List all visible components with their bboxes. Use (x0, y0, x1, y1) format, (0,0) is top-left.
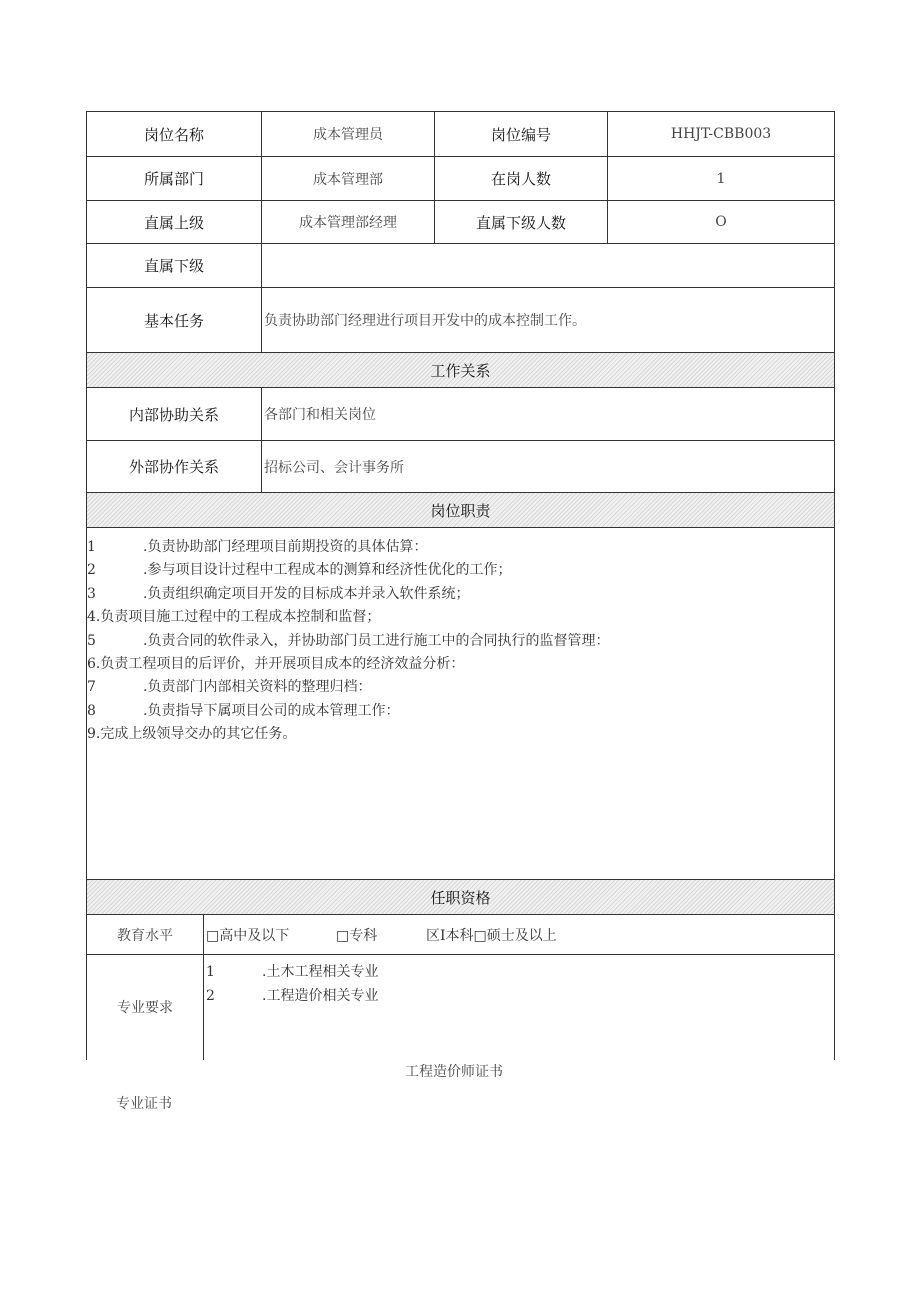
department-label: 所属部门 (87, 157, 262, 201)
basic-task-value: 负责协助部门经理进行项目开发中的成本控制工作。 (262, 288, 835, 353)
position-name-label: 岗位名称 (87, 112, 262, 157)
duty-item: 3 .负责组织确定项目开发的目标成本并录入软件系统； (87, 585, 470, 602)
duties-header: 岗位职责 (87, 493, 835, 528)
duty-item: 7 .负责部门内部相关资料的整理归档： (87, 679, 372, 696)
certificate-value: 工程造价师证书 (405, 1064, 503, 1080)
external-relation-label: 外部协作关系 (87, 441, 262, 493)
duty-item: 1 .负责协助部门经理项目前期投资的具体估算： (87, 539, 428, 555)
internal-relation-value: 各部门和相关岗位 (262, 388, 835, 441)
major-label: 专业要求 (87, 955, 204, 1060)
work-relations-header: 工作关系 (87, 353, 835, 388)
duty-item: 9.完成上级领导交办的其它任务。 (87, 726, 297, 743)
superior-label: 直属上级 (87, 201, 262, 244)
education-label: 教育水平 (87, 915, 204, 955)
major-item: 1 .土木工程相关专业 (206, 964, 379, 980)
staff-count-value: 1 (608, 157, 835, 201)
duty-item: 8 .负责指导下属项目公司的成本管理工作： (87, 702, 400, 719)
education-option-bachelor-master: 区I本科□硕士及以上 (426, 927, 557, 944)
position-code-label: 岗位编号 (435, 112, 608, 157)
education-option-college: □专科 (336, 927, 378, 944)
subordinate-value (262, 244, 835, 288)
duty-item: 2 .参与项目设计过程中工程成本的测算和经济性优化的工作； (87, 562, 512, 579)
position-name-value: 成本管理员 (262, 112, 435, 157)
internal-relation-label: 内部协助关系 (87, 388, 262, 441)
duty-item: 5 .负责合同的软件录入，并协助部门员工进行施工中的合同执行的监督管理： (87, 632, 610, 649)
job-info-table (86, 111, 835, 1060)
staff-count-label: 在岗人数 (435, 157, 608, 201)
subordinate-count-value: O (608, 201, 835, 244)
superior-value: 成本管理部经理 (262, 201, 435, 244)
department-value: 成本管理部 (262, 157, 435, 201)
education-option-highschool: □高中及以下 (206, 927, 290, 944)
duties-list (87, 528, 835, 880)
position-code-value: HHJT-CBB003 (608, 112, 835, 157)
subordinate-count-label: 直属下级人数 (435, 201, 608, 244)
qualifications-header: 任职资格 (87, 880, 835, 915)
certificate-label: 专业证书 (116, 1096, 172, 1112)
major-item: 2 .工程造价相关专业 (206, 987, 379, 1004)
subordinate-label: 直属下级 (87, 244, 262, 288)
duty-item: 6.负责工程项目的后评价，并开展项目成本的经济效益分析： (87, 655, 465, 672)
external-relation-value: 招标公司、会计事务所 (262, 441, 835, 493)
education-options (204, 915, 835, 955)
basic-task-label: 基本任务 (87, 288, 262, 353)
duty-item: 4.负责项目施工过程中的工程成本控制和监督； (87, 609, 381, 626)
major-requirements (204, 955, 835, 1060)
job-description-sheet (86, 111, 834, 1060)
